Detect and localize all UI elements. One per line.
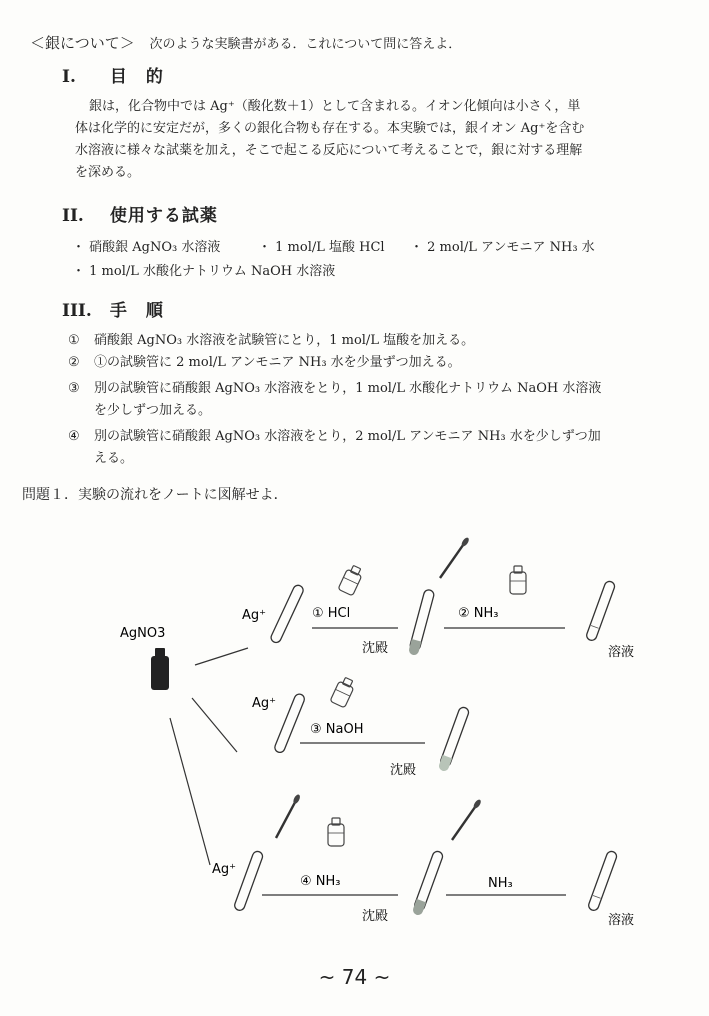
procedure-step [68,352,461,374]
reagent-item: ・ 1 mol/L 水酸化ナトリウム NaOH 水溶液 [72,264,336,279]
step-text: を少しずつ加える。 [94,403,212,418]
precipitate-label: 沈殿 [362,641,389,656]
intro-title: ＜銀について＞ [30,34,135,52]
precipitate-label: 沈殿 [362,909,389,924]
step-mark: ④ [68,429,80,444]
dropper-icon [438,536,470,579]
intro-line [30,32,461,53]
question-1: 問題１．実験の流れをノートに図解せよ． [22,487,288,503]
section2-heading [62,201,218,226]
ag-ion-label: Ag⁺ [252,696,277,711]
section1-title: 目 的 [109,67,164,87]
reagent-bottle-icon [151,648,169,690]
test-tube-icon [233,850,264,912]
section1-line: 銀は，化合物中では Ag⁺（酸化数＋1）として含まれる。イオン化傾向は小さく，単 [89,99,581,114]
test-tube-icon [273,693,305,754]
section3-title: 手 順 [109,301,164,321]
test-tube-icon [587,850,618,912]
solution-label: 溶液 [608,913,635,928]
dropper-icon [274,794,302,840]
procedure-step [68,378,601,422]
section1-line: 水溶液に様々な試薬を加え，そこで起こる反応について考えることで，銀に対する理解 [75,143,583,158]
reagent-nh3-label: NH₃ [488,876,513,891]
step-text: 別の試験管に硝酸銀 AgNO₃ 水溶液をとり，1 mol/L 水酸化ナトリウム NaOH 水溶液 [94,381,602,396]
test-tube-icon [438,706,470,772]
solution-label: 溶液 [608,645,635,660]
dropper-icon [450,798,482,841]
bottle-icon [510,566,526,594]
section1-heading [62,62,164,87]
source-label: AgNO3 [120,626,166,641]
step-text: ①の試験管に 2 mol/L アンモニア NH₃ 水を少量ずつ加える。 [94,355,461,370]
reagent-item: ・ 1 mol/L 塩酸 HCl [258,240,385,255]
reagent-nh3-label: ② NH₃ [458,606,499,621]
reagent-naoh-label: ③ NaOH [310,722,364,737]
branch-line [192,698,237,752]
section1-line: を深める。 [75,165,141,180]
step-text: 硝酸銀 AgNO₃ 水溶液を試験管にとり，1 mol/L 塩酸を加える。 [94,333,475,348]
test-tube-icon [269,584,304,644]
reagent-nh3-label: ④ NH₃ [300,874,341,889]
step-mark: ③ [68,381,80,396]
ag-ion-label: Ag⁺ [212,862,237,877]
page-number: ~ 74 ~ [318,965,391,989]
section1-paragraph [75,96,647,184]
step-mark: ① [68,333,80,348]
branch-line [170,718,210,865]
bottle-icon [330,676,356,708]
step-text: 別の試験管に硝酸銀 AgNO₃ 水溶液をとり，2 mol/L アンモニア NH₃ 水を少しずつ加 [94,429,601,444]
section1-line: 体は化学的に安定だが，多くの銀化合物も存在する。本実験では，銀イオン Ag⁺を含む [75,121,585,136]
bottle-icon [328,818,344,846]
section1-number: I. [62,67,76,87]
section2-title: 使用する試薬 [109,206,218,226]
procedure-step [68,330,474,352]
precipitate-label: 沈殿 [390,763,417,778]
reagent-hcl-label: ① HCl [312,606,351,621]
branch-line [195,648,248,665]
bottle-icon [338,564,364,596]
test-tube-icon [585,580,616,642]
experiment-diagram [0,510,709,950]
step-mark: ② [68,355,80,370]
section2-number: II. [62,206,84,226]
section3-number: III. [62,301,92,321]
intro-text: 次のような実験書がある．これについて問に答えよ． [149,37,462,52]
ag-ion-label: Ag⁺ [242,608,267,623]
section3-heading [62,296,164,321]
test-tube-icon [408,589,435,656]
procedure-step [68,426,601,470]
reagent-item: ・ 2 mol/L アンモニア NH₃ 水 [410,240,595,255]
reagent-item: ・ 硝酸銀 AgNO₃ 水溶液 [72,240,221,255]
test-tube-icon [412,850,444,916]
step-text: える。 [94,451,134,466]
